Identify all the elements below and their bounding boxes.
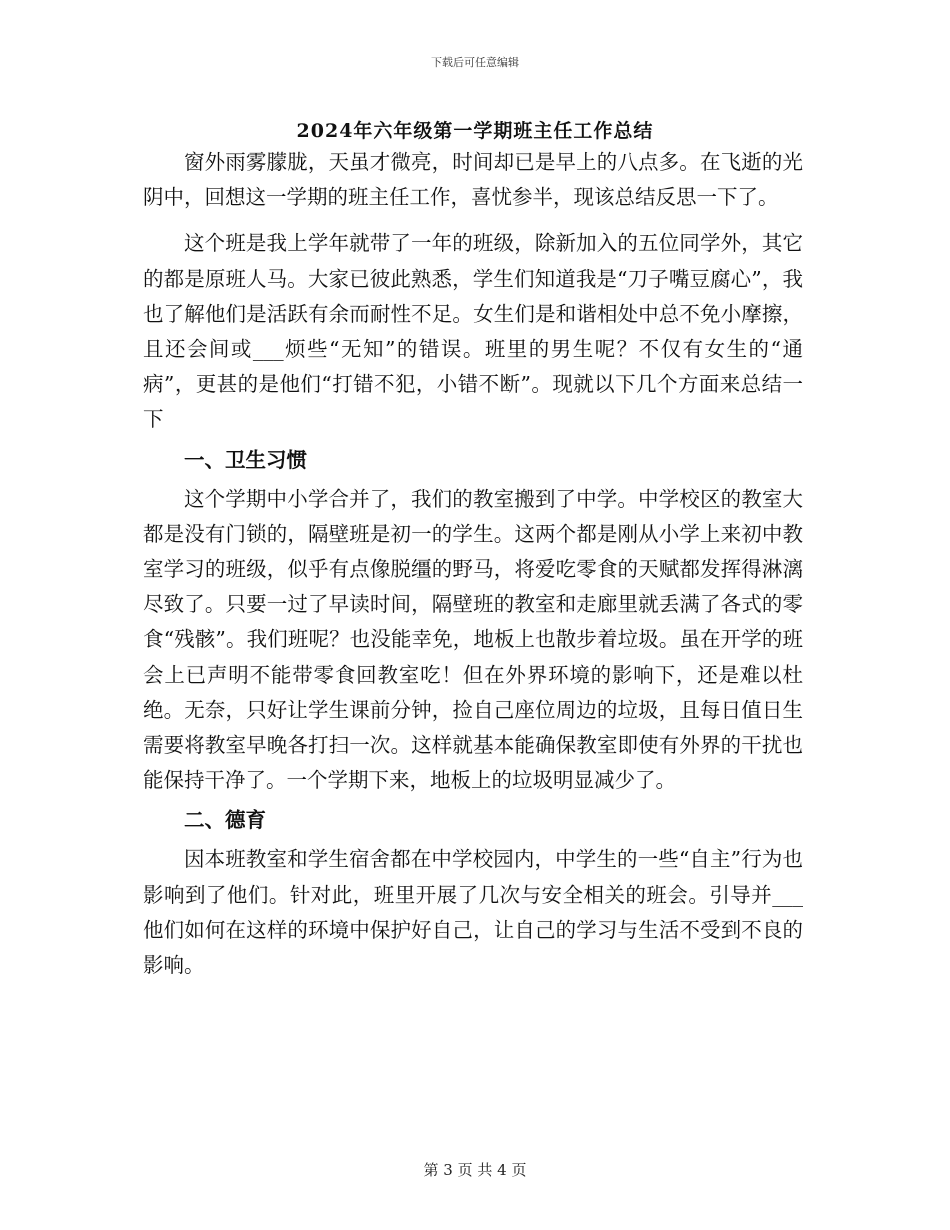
intro-paragraph-2: 这个班是我上学年就带了一年的班级，除新加入的五位同学外，其它的都是原班人马。大家已彼此熟悉，学生们知道我是“刀子嘴豆腐心”，我也了解他们是活跃有余而耐性不足。女生们是和谐相处中总不免小摩擦，且还会间或___烦些“无知”的错误。班里的男生呢？不仅有女生的“通病”，更甚的是他们“打错不犯，小错不断”。现就以下几个方面来总结一下 <box>143 231 803 432</box>
page-number-footer: 第 3 页 共 4 页 <box>423 1161 527 1179</box>
page-header-note: 下载后可任意编辑 <box>431 56 519 69</box>
section-heading-hygiene: 一、卫生习惯 <box>184 447 307 472</box>
document-body <box>143 145 803 983</box>
document-title: 2024年六年级第一学期班主任工作总结 <box>296 120 654 142</box>
section-paragraph-moral-education: 因本班教室和学生宿舍都在中学校园内，中学生的一些“自主”行为也影响到了他们。针对此，班里开展了几次与安全相关的班会。引导并___他们如何在这样的环境中保护好自己，让自己的学习与生活不受到不良的影响。 <box>143 847 803 978</box>
intro-paragraph-1: 窗外雨雾朦胧，天虽才微亮，时间却已是早上的八点多。在飞逝的光阴中，回想这一学期的班主任工作，喜忧参半，现该总结反思一下了。 <box>143 150 803 210</box>
section-paragraph-hygiene: 这个学期中小学合并了，我们的教室搬到了中学。中学校区的教室大都是没有门锁的，隔壁班是初一的学生。这两个都是刚从小学上来初中教室学习的班级，似乎有点像脱缰的野马，将爱吃零食的天赋都发挥得淋漓尽致了。只要一过了早读时间，隔壁班的教室和走廊里就丢满了各式的零食“残骸”。我们班呢？也没能幸免，地板上也散步着垃圾。虽在开学的班会上已声明不能带零食回教室吃！但在外界环境的影响下，还是难以杜绝。无奈，只好让学生课前分钟，捡自己座位周边的垃圾，且每日值日生需要将教室早晚各打扫一次。这样就基本能确保教室即使有外界的干扰也能保持干净了。一个学期下来，地板上的垃圾明显减少了。 <box>143 486 803 793</box>
section-heading-moral-education: 二、德育 <box>184 808 266 833</box>
